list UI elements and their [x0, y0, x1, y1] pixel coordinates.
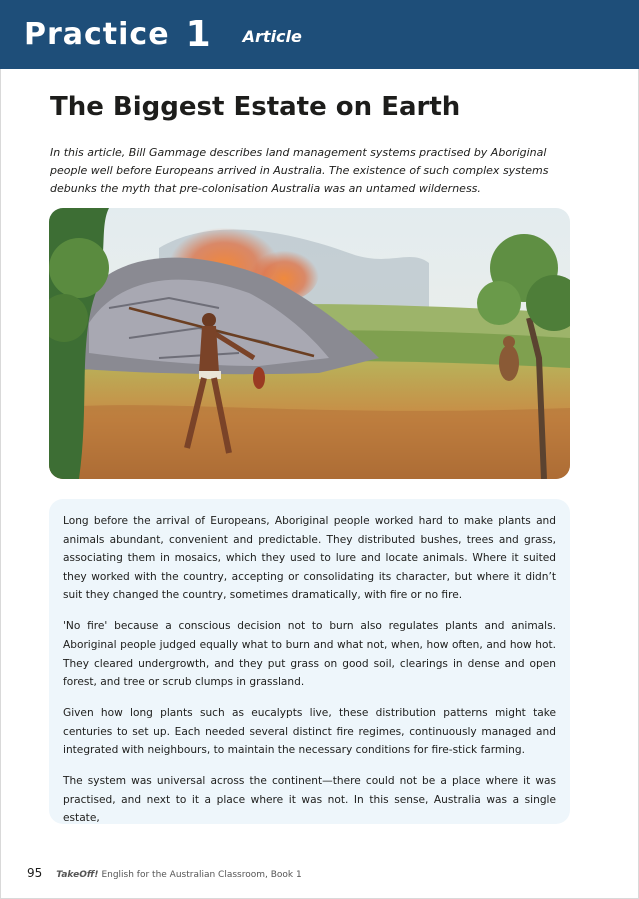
practice-banner: [0, 0, 639, 69]
article-paragraph: The system was universal across the continent—there could not be a place where it was practised, and next to it a place where it was not. In this sense, Australia was a single estate,: [63, 775, 556, 824]
practice-label: Practice: [24, 17, 170, 52]
article-title: The Biggest Estate on Earth: [50, 92, 461, 122]
section-label: Article: [242, 27, 302, 46]
footer-book-title: English for the Australian Classroom, Book 1: [101, 870, 302, 880]
page-footer: [27, 866, 302, 880]
article-intro: In this article, Bill Gammage describes land management systems practised by Aboriginal people well before Europeans arrived in Australia. The existence of such complex systems debunks the myth that pre-colonisation Australia was an untamed wilderness.: [50, 146, 549, 195]
footer-brand: TakeOff!: [56, 870, 99, 880]
practice-number: 1: [185, 14, 211, 55]
article-text-box: [49, 499, 570, 824]
article-illustration: [49, 208, 570, 479]
article-paragraph: 'No fire' because a conscious decision not to burn also regulates plants and animals. Aboriginal people judged equally what to burn and what not, when, how often, and how hot. They cleared undergrowth, and they put grass on good soil, clearings in dense and open forest, and tree or scrub clumps in grassland.: [63, 620, 556, 689]
article-paragraph: Given how long plants such as eucalypts live, these distribution patterns might take centuries to set up. Each needed several distinct fire regimes, continuously managed and integrated with neighbours, to maintain the necessary conditions for fire-stick farming.: [63, 707, 556, 757]
article-paragraph: Long before the arrival of Europeans, Aboriginal people worked hard to make plants and animals abundant, convenient and predictable. They distributed bushes, trees and grass, associating them in mosaics, which they used to lure and locate animals. Where it suited they worked with the country, accepting or consolidating its character, but where it didn’t suit they changed the country, sometimes dramatically, with fire or no fire.: [63, 515, 556, 602]
page-number: 95: [27, 866, 43, 880]
